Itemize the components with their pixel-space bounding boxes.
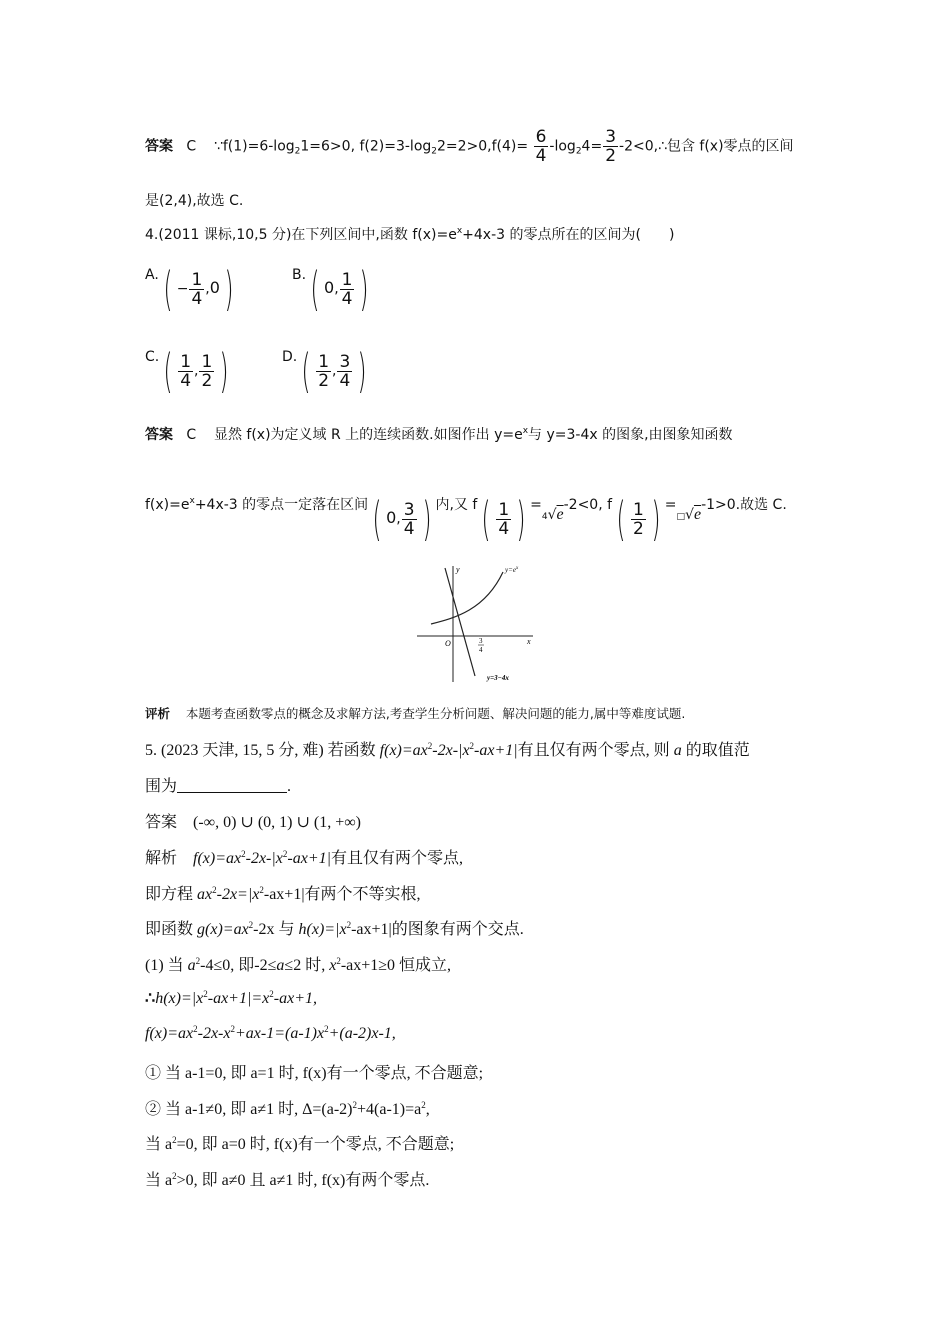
- denominator: 4: [180, 370, 192, 391]
- answer-4-line1: [145, 424, 733, 444]
- left-paren: (: [616, 492, 626, 546]
- stem-text: 4.(2011 课标,10,5 分)在下列区间中,函数 f(x)=e: [145, 227, 457, 243]
- ans3-text: 2=2>0,f(4)=: [437, 138, 529, 155]
- left-paren: (: [301, 344, 311, 398]
- solution-line-7: ① 当 a-1=0, 即 a=1 时, f(x)有一个零点, 不合题意;: [145, 1065, 484, 1082]
- fraction: [631, 501, 646, 538]
- fraction: [496, 501, 511, 538]
- comma: ,: [194, 363, 199, 379]
- math: a: [187, 957, 196, 974]
- linear-line: [445, 568, 475, 676]
- commentary-label: 评析: [145, 706, 171, 721]
- ans3-text: 1=6>0, f(2)=3-log: [300, 138, 432, 155]
- fraction: [337, 353, 352, 390]
- right-paren: ): [359, 262, 369, 316]
- question-4-stem: [145, 224, 674, 244]
- value: 0: [324, 278, 335, 297]
- fraction: [534, 128, 549, 165]
- left-paren: (: [163, 344, 173, 398]
- option-label: A.: [145, 267, 159, 283]
- radical-sign: √: [547, 507, 557, 523]
- solution-text: ,: [425, 1101, 430, 1118]
- exponent: x: [189, 496, 195, 506]
- ans3-text: -log: [549, 138, 576, 155]
- log-base: 2: [575, 146, 582, 157]
- answer-3-line1: [145, 128, 794, 165]
- tick-denominator: 4: [479, 646, 483, 654]
- solution-text: 即函数: [145, 921, 198, 938]
- exponent: 2: [421, 1100, 426, 1110]
- exponent: 2: [212, 885, 217, 895]
- answer-label: 答案: [145, 427, 173, 443]
- left-paren: (: [372, 492, 382, 546]
- numerator: 3: [605, 127, 617, 147]
- right-paren: ): [357, 344, 367, 398]
- option-d[interactable]: [282, 344, 371, 398]
- ans4-text: -1>0.故选 C.: [701, 497, 787, 513]
- answer-letter: C: [186, 427, 197, 443]
- variable-a: a: [673, 742, 682, 759]
- exponent: 2: [203, 989, 208, 999]
- comma: ,: [205, 281, 210, 297]
- solution-line-8: [145, 1096, 430, 1119]
- fraction: [340, 271, 355, 308]
- fraction: [316, 353, 331, 390]
- commentary: [145, 704, 685, 722]
- math: h(x)=|x: [155, 990, 204, 1007]
- math: -ax+1|=x: [207, 990, 270, 1007]
- function-expr: f(x)=ax: [193, 850, 242, 867]
- math: +ax-1=(a-1)x: [234, 1025, 325, 1042]
- function-graph-figure: [415, 560, 540, 685]
- math: -ax+1,: [273, 990, 318, 1007]
- origin-label: O: [445, 639, 451, 648]
- question-5-line2: [145, 773, 291, 796]
- solution-line-2: [145, 881, 421, 904]
- solution-line-6: [145, 1024, 396, 1043]
- option-label: B.: [292, 267, 307, 283]
- ans3-text: 4=: [581, 138, 603, 155]
- denominator: 2: [633, 518, 644, 539]
- math: g(x)=ax: [197, 921, 249, 938]
- x-axis-label: x: [527, 637, 531, 646]
- left-paren: (: [310, 262, 320, 316]
- denominator: 4: [403, 518, 415, 539]
- denominator: 4: [535, 146, 547, 166]
- denominator: 2: [201, 370, 213, 391]
- ans4-text: -2<0, f: [563, 497, 613, 513]
- radicand: e: [693, 506, 702, 523]
- solution-line-1: [145, 845, 463, 868]
- tick-numerator: 3: [479, 637, 483, 645]
- ans4-text: 显然 f(x)为定义域 R 上的连续函数.如图作出 y=e: [213, 427, 523, 443]
- ans4-text: =: [530, 497, 542, 513]
- ans4-text: 与 y=3-4x 的图象,由图象知函数: [528, 427, 733, 443]
- function-expr: f(x)=ax: [379, 742, 428, 759]
- numerator: 1: [633, 499, 644, 520]
- denominator: 4: [191, 288, 203, 309]
- right-paren: ): [651, 492, 661, 546]
- commentary-text: 本题考查函数零点的概念及求解方法,考查学生分析问题、解决问题的能力,属中等难度试题.: [185, 706, 686, 721]
- function-expr: -ax+1|: [287, 850, 332, 867]
- exponent: 2: [324, 1024, 329, 1034]
- exp-curve-label-exponent: x: [515, 566, 519, 571]
- comma: ,: [334, 281, 339, 297]
- solution-text: ② 当 a-1≠0, 即 a≠1 时, Δ=(a-2): [145, 1101, 353, 1118]
- log-base: 2: [294, 146, 301, 157]
- exp-curve-label-text: y=e: [505, 566, 516, 574]
- option-label: D.: [282, 349, 298, 365]
- exp-curve-label: [504, 566, 519, 574]
- q5-text: .: [287, 778, 292, 795]
- q5-text: 有且仅有两个零点, 则: [517, 742, 674, 759]
- q5-text: 5. (2023 天津, 15, 5 分, 难) 若函数: [145, 742, 380, 759]
- exponent: 2: [336, 956, 341, 966]
- solution-text: +4(a-1)=a: [357, 1101, 422, 1118]
- fraction: [189, 271, 204, 308]
- solution-text: -ax+1≥0 恒成立,: [340, 957, 452, 974]
- solution-text: 即方程: [145, 886, 198, 903]
- denominator: 4: [341, 288, 353, 309]
- answer-4-line2: [145, 492, 787, 546]
- solution-line-3: [145, 916, 524, 939]
- stem-text: +4x-3 的零点所在的区间为( ): [462, 227, 675, 243]
- solution-text: 有且仅有两个零点,: [331, 850, 464, 867]
- solution-text: 当 a: [145, 1136, 173, 1153]
- log-base: 2: [431, 146, 437, 157]
- linear-line-label: y=3−4x: [487, 674, 509, 682]
- math: h(x)=|x: [298, 921, 347, 938]
- answer-label: 答案: [145, 138, 173, 155]
- denominator: 2: [318, 370, 330, 391]
- left-paren: (: [481, 492, 491, 546]
- solution-text: ≤2 时,: [284, 957, 330, 974]
- comma: ,: [332, 363, 337, 379]
- exponent: x: [522, 426, 529, 436]
- right-paren: ): [422, 492, 432, 546]
- answer-label: 答案: [145, 814, 178, 831]
- numerator: 1: [341, 269, 353, 290]
- exponent: 2: [193, 1024, 198, 1034]
- right-paren: ): [224, 262, 234, 316]
- question-5-line1: [145, 737, 750, 760]
- answer-value: (-∞, 0) ∪ (0, 1) ∪ (1, +∞): [193, 814, 361, 831]
- exponent: 2: [352, 1100, 357, 1110]
- numerator: 6: [535, 127, 547, 147]
- fraction: [402, 501, 417, 538]
- solution-text: (1) 当: [145, 957, 188, 974]
- exponent: 2: [269, 989, 274, 999]
- solution-text: -2x 与: [253, 921, 299, 938]
- answer-letter: C: [186, 138, 197, 155]
- ans4-text: f(x)=e: [145, 497, 190, 513]
- math: +(a-2)x-1,: [328, 1025, 396, 1042]
- answer-5: [145, 809, 361, 832]
- answer-3-line2: 是(2,4),故选 C.: [145, 193, 244, 209]
- therefore-symbol: ∴: [145, 990, 156, 1007]
- numerator: 1: [498, 499, 510, 520]
- numerator: 1: [180, 351, 192, 372]
- exponent: 2: [195, 956, 201, 966]
- option-b[interactable]: [292, 262, 373, 316]
- exponent: 2: [172, 1171, 177, 1181]
- exponent: 2: [282, 849, 288, 859]
- root-index: 4: [541, 512, 548, 522]
- solution-text: =0, 即 a=0 时, f(x)有一个零点, 不合题意;: [176, 1136, 455, 1153]
- solution-line-9: [145, 1131, 454, 1154]
- ans4-text: +4x-3 的零点一定落在区间: [194, 497, 369, 513]
- y-axis-label: y: [456, 565, 460, 574]
- root-index: □: [676, 512, 686, 522]
- q5-text: 的取值范: [681, 742, 750, 759]
- math: -2x=|x: [216, 886, 260, 903]
- radicand: e: [556, 506, 564, 523]
- option-a[interactable]: [145, 262, 238, 316]
- exponent: 2: [427, 741, 433, 751]
- denominator: 4: [339, 370, 351, 391]
- left-paren: (: [163, 262, 173, 316]
- function-expr: -2x-|x: [432, 742, 470, 759]
- math: ax: [197, 886, 213, 903]
- function-expr: -2x-|x: [245, 850, 283, 867]
- denominator: 2: [605, 146, 617, 166]
- fraction: [178, 353, 193, 390]
- exponent: 2: [469, 741, 475, 751]
- numerator: 1: [318, 351, 330, 372]
- ans4-text: =: [664, 497, 677, 513]
- numerator: 3: [403, 499, 415, 520]
- solution-line-4: [145, 952, 451, 975]
- variable-a: a: [276, 957, 285, 974]
- numerator: 3: [339, 351, 351, 372]
- solution-line-10: [145, 1167, 429, 1190]
- option-label: C.: [145, 349, 160, 365]
- value: 0: [209, 278, 220, 297]
- minus-sign: −: [176, 281, 189, 297]
- solution-text: -4≤0, 即-2≤: [200, 957, 277, 974]
- math: -2x-x: [197, 1025, 231, 1042]
- exponent: 2: [172, 1135, 177, 1145]
- solution-text: -ax+1|有两个不等实根,: [263, 886, 421, 903]
- exponent: x: [456, 226, 463, 236]
- solution-text: 当 a: [145, 1172, 173, 1189]
- fraction: [603, 128, 618, 165]
- exponent: 2: [230, 1024, 235, 1034]
- fraction: [199, 353, 214, 390]
- solution-text: >0, 即 a≠0 且 a≠1 时, f(x)有两个零点.: [176, 1172, 430, 1189]
- solution-text: -ax+1|的图象有两个交点.: [351, 921, 524, 938]
- right-paren: ): [219, 344, 229, 398]
- solution-label: 解析: [145, 850, 178, 867]
- answer-blank[interactable]: [177, 778, 287, 793]
- option-c[interactable]: [145, 344, 233, 398]
- exponent: 2: [248, 920, 254, 930]
- q5-text: 围为: [145, 778, 178, 795]
- exponent: 2: [346, 920, 352, 930]
- math: f(x)=ax: [145, 1025, 194, 1042]
- solution-line-5: [145, 988, 317, 1008]
- ans3-text: -2<0,∴包含 f(x)零点的区间: [619, 138, 794, 155]
- math: x: [329, 957, 337, 974]
- numerator: 1: [191, 269, 203, 290]
- ans3-text: ∵f(1)=6-log: [213, 138, 295, 155]
- numerator: 1: [201, 351, 213, 372]
- ans4-text: 内,又 f: [435, 497, 478, 513]
- function-expr: -ax+1|: [474, 742, 518, 759]
- right-paren: ): [516, 492, 526, 546]
- comma: ,: [396, 511, 401, 527]
- denominator: 4: [498, 518, 510, 539]
- radical-sign: √: [685, 507, 694, 523]
- value: 0: [386, 508, 397, 527]
- exponent: 2: [241, 849, 246, 859]
- exponent: 2: [259, 885, 264, 895]
- exp-curve: [431, 572, 503, 624]
